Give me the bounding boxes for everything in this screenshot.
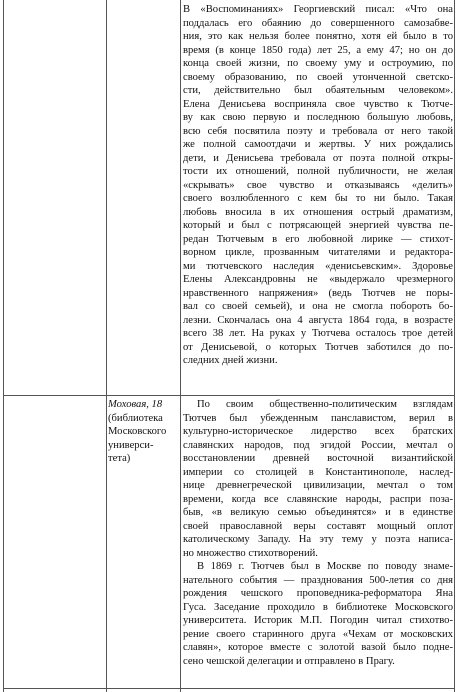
text-line: времени, когда все славянские народы, распри поза-: [183, 493, 453, 505]
text-line: время (в конце 1850 года) лет 25, а ему 47; но он до: [183, 44, 453, 56]
text-line: сено чешской делегации и отправлено в Прагу.: [183, 655, 395, 667]
place-description-line: (библиотека: [108, 412, 163, 424]
text-line: Елены Александровны не «выдержало чрезмерного: [183, 274, 453, 285]
table-column-divider-2: [180, 0, 181, 692]
table-row-divider: [3, 395, 455, 396]
table-column-divider-1: [106, 0, 107, 692]
table-left-border: [3, 0, 4, 692]
table-row-1-text-cell: [183, 3, 453, 368]
text-line: но множество стихотворений.: [183, 547, 318, 559]
text-line: По своим общественно-политическим взглядам: [197, 399, 453, 410]
text-line: нравственного напряжения» (ведь Тютчев не поры-: [183, 287, 453, 299]
text-line: любовь вносила в их отношения острый драматизм,: [183, 206, 453, 218]
table-row-2-text-cell: [183, 398, 453, 668]
text-line: «скрывать» свое чувство и отказываясь «делить»: [183, 179, 453, 191]
text-line: ву как свою первую и последнюю большую любовь,: [183, 112, 453, 123]
text-line: своего возлюбленного с кем бы то ни было. Такая: [183, 193, 453, 204]
place-description-line: Московского: [108, 426, 167, 437]
text-line: который и был с потрясающей энергией чувства пе-: [183, 220, 453, 231]
text-line: сти, действительно был обаятельным человеком».: [183, 85, 453, 96]
text-line: вал со своей семьей), и она не смогла побороть бо-: [183, 301, 453, 312]
text-line: всего 38 лет. На руках у Тютчева осталось трое детей: [183, 328, 453, 339]
text-line: от Денисьевой, о которых Тютчев заботился до по-: [183, 341, 453, 353]
text-line: ми тютчевского наследия «денисьевским». Здоровье: [183, 260, 453, 272]
text-line: быв, «в великую семью объединятся» и в единстве: [183, 507, 453, 518]
text-line: конца своей жизни, по своему уму и остроумию, по: [183, 58, 453, 69]
text-line: славянских народов, под эгидой России, мечтал о: [183, 439, 453, 451]
place-description-line: универси-: [108, 439, 154, 451]
text-line: Гуса. Заседание проходило в библиотеке Московского: [183, 601, 453, 613]
place-description-line: тета): [108, 453, 131, 464]
table-bottom-border: [3, 688, 455, 689]
text-line: В 1869 г. Тютчев был в Москве по поводу знаме-: [197, 561, 453, 572]
text-line: тости их отношений, полной публичности, не желая: [183, 166, 453, 177]
place-address: Моховая, 18: [108, 399, 163, 410]
text-line: своей православной веры составят мощный оплот: [183, 520, 453, 532]
text-line: следних дней жизни.: [183, 355, 278, 366]
text-line: культурно-историческое лидерство всех братских: [183, 426, 453, 437]
text-line: Елена Денисьева восприняла свое чувство к Тютче-: [183, 98, 453, 110]
text-line: восстановлении древней восточной византийской: [183, 453, 453, 464]
text-line: Тютчев был убежденным панславистом, верил в: [183, 412, 453, 424]
table-right-border: [454, 0, 455, 692]
text-line: нательного события — празднования 500-летия со дня: [183, 574, 453, 586]
text-line: же полной самоотдачи и жертвы. У них рождались: [183, 139, 453, 150]
text-line: лезни. Скончалась она 4 августа 1864 года, в возрасте: [183, 314, 453, 326]
text-line: своему образованию, по своей утонченной светско-: [183, 71, 453, 83]
text-line: ворном цикле, прозванным читателями и редактора-: [183, 247, 453, 258]
text-line: университета. Историк М.П. Погодин читал стихотво-: [183, 615, 453, 626]
text-line: католическому Западу. На эту тему у поэта написа-: [183, 534, 453, 545]
text-line: В «Воспоминаниях» Георгиевский писал: «Что она: [183, 4, 453, 15]
text-line: рение своего старинного друга «Чехам от московских: [183, 628, 453, 640]
table-row-2-place-cell: [108, 398, 183, 466]
text-line: дети, и Денисьева требовала от поэта полной откры-: [183, 152, 453, 164]
text-line: поддалась его обаянию до совершенного самозабве-: [183, 17, 453, 29]
text-line: нице древнегреческой цивилизации, мечтал о том: [183, 480, 453, 491]
text-line: всю себя посвятила поэту и требовала от него такой: [183, 125, 453, 137]
text-line: славян», которое вместе с золотой вазой было подне-: [183, 642, 453, 653]
text-line: ния, это как нельзя более понятно, хотя ей было в то: [183, 31, 453, 42]
text-line: рождения чешского проповедника-реформатора Яна: [183, 588, 453, 599]
text-line: империи со столицей в Константинополе, наслед-: [183, 466, 453, 478]
text-line: редан Тютчевым в его любовной лирике — стихот-: [183, 233, 453, 245]
